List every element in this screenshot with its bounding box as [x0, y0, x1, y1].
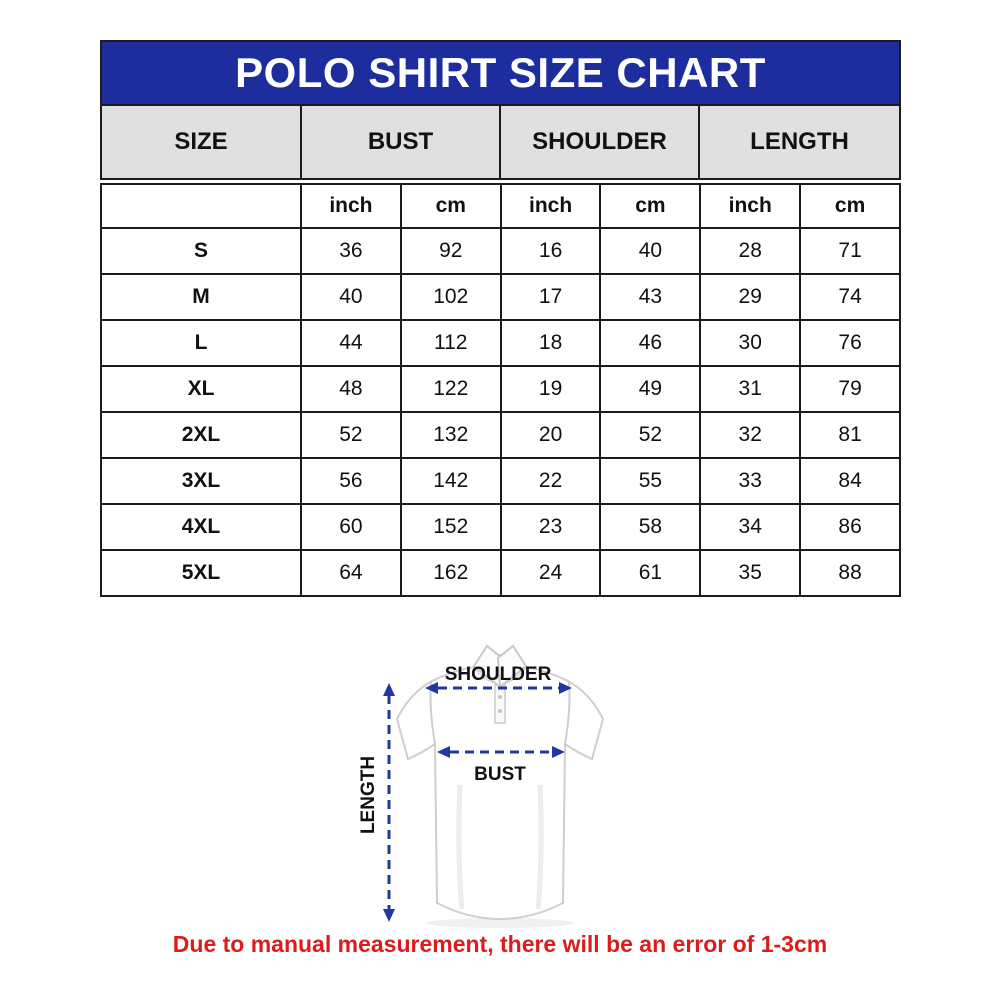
shirt-button [498, 695, 502, 699]
shirt-placket [495, 685, 505, 723]
value-cell: 24 [501, 550, 601, 596]
value-cell: 152 [401, 504, 501, 550]
value-cell: 122 [401, 366, 501, 412]
value-cell: 29 [700, 274, 800, 320]
value-cell: 60 [301, 504, 401, 550]
size-chart [100, 40, 901, 597]
unit-header-cell: cm [800, 184, 900, 228]
value-cell: 71 [800, 228, 900, 274]
shoulder-label: SHOULDER [444, 664, 552, 685]
value-cell: 56 [301, 458, 401, 504]
length-label: LENGTH [358, 755, 379, 835]
unit-header-cell: inch [301, 184, 401, 228]
value-cell: 16 [501, 228, 601, 274]
value-cell: 17 [501, 274, 601, 320]
value-cell: 132 [401, 412, 501, 458]
value-cell: 31 [700, 366, 800, 412]
bust-label: BUST [474, 764, 526, 785]
value-cell: 142 [401, 458, 501, 504]
value-cell: 22 [501, 458, 601, 504]
value-cell: 102 [401, 274, 501, 320]
size-cell: L [101, 320, 301, 366]
table-row-s [101, 228, 900, 274]
value-cell: 86 [800, 504, 900, 550]
group-header-row [100, 104, 901, 180]
table-row-m [101, 274, 900, 320]
value-cell: 19 [501, 366, 601, 412]
value-cell: 40 [600, 228, 700, 274]
table-row-4xl [101, 504, 900, 550]
value-cell: 18 [501, 320, 601, 366]
value-cell: 49 [600, 366, 700, 412]
value-cell: 30 [700, 320, 800, 366]
size-chart-table [100, 183, 901, 597]
size-cell: 2XL [101, 412, 301, 458]
value-cell: 20 [501, 412, 601, 458]
disclaimer-text: Due to manual measurement, there will be an error of 1-3cm [172, 931, 828, 957]
value-cell: 48 [301, 366, 401, 412]
value-cell: 81 [800, 412, 900, 458]
unit-header-cell: cm [401, 184, 501, 228]
chart-title: POLO SHIRT SIZE CHART [100, 40, 901, 104]
value-cell: 52 [600, 412, 700, 458]
value-cell: 55 [600, 458, 700, 504]
value-cell: 32 [700, 412, 800, 458]
shirt-button [498, 709, 502, 713]
column-header-length: LENGTH [750, 128, 849, 155]
value-cell: 76 [800, 320, 900, 366]
value-cell: 23 [501, 504, 601, 550]
value-cell: 58 [600, 504, 700, 550]
value-cell: 35 [700, 550, 800, 596]
value-cell: 43 [600, 274, 700, 320]
column-header-bust: BUST [302, 106, 501, 178]
value-cell: 112 [401, 320, 501, 366]
value-cell: 46 [600, 320, 700, 366]
table-row-5xl [101, 550, 900, 596]
value-cell: 92 [401, 228, 501, 274]
value-cell: 52 [301, 412, 401, 458]
length-measure-arrow [383, 683, 395, 922]
size-cell: M [101, 274, 301, 320]
size-cell: 4XL [101, 504, 301, 550]
size-cell: 3XL [101, 458, 301, 504]
table-row-2xl [101, 412, 900, 458]
unit-header-cell: cm [600, 184, 700, 228]
table-row-3xl [101, 458, 900, 504]
value-cell: 61 [600, 550, 700, 596]
value-cell: 88 [800, 550, 900, 596]
value-cell: 79 [800, 366, 900, 412]
polo-shirt-measurement-diagram [340, 635, 660, 935]
value-cell: 36 [301, 228, 401, 274]
value-cell: 162 [401, 550, 501, 596]
size-chart-table-body [101, 184, 900, 596]
corner-cell [101, 184, 301, 228]
table-row-l [101, 320, 900, 366]
value-cell: 33 [700, 458, 800, 504]
column-header-shoulder: SHOULDER [501, 106, 700, 178]
size-cell: S [101, 228, 301, 274]
unit-header-cell: inch [700, 184, 800, 228]
unit-header-cell: inch [501, 184, 601, 228]
table-row-xl [101, 366, 900, 412]
value-cell: 40 [301, 274, 401, 320]
value-cell: 64 [301, 550, 401, 596]
size-cell: 5XL [101, 550, 301, 596]
value-cell: 74 [800, 274, 900, 320]
size-cell: XL [101, 366, 301, 412]
column-header-size: SIZE [102, 106, 302, 178]
value-cell: 28 [700, 228, 800, 274]
value-cell: 84 [800, 458, 900, 504]
unit-header-row [101, 184, 900, 228]
value-cell: 34 [700, 504, 800, 550]
value-cell: 44 [301, 320, 401, 366]
